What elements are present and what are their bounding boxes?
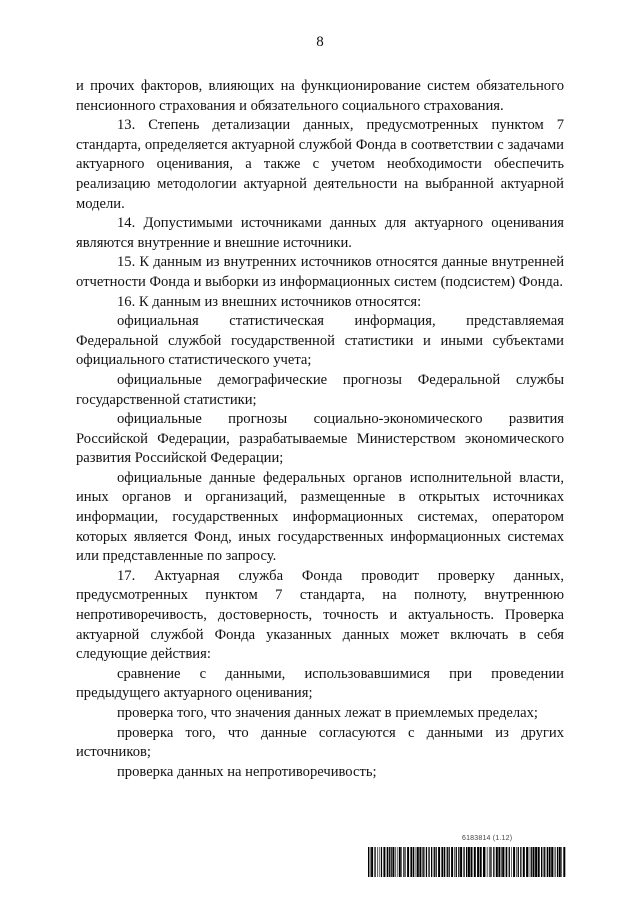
paragraph-continuation: и прочих факторов, влияющих на функционирование систем обязательного пенсионного страхования и обязательного социального страхования. [76,78,564,114]
paragraph-item-15: 15. К данным из внутренних источников относятся данные внутренней отчетности Фонда и выборки из информационных систем (подсистем) Фонда. [76,254,564,290]
paragraph-item-17: 17. Актуарная служба Фонда проводит проверку данных, предусмотренных пунктом 7 стандарта, на полноту, внутреннюю непротиворечивость, достоверность, точность и актуальность. Проверка актуарной службой Фонда указанных данных может включать в себя следующие действия: [76,567,564,663]
list-item-demographic-forecasts: официальные демографические прогнозы Федеральной службы государственной статистики; [76,371,564,408]
document-body [76,77,564,782]
document-stamp: 6183814 (1.12) [462,835,513,842]
list-item-economic-forecasts: официальные прогнозы социально-экономического развития Российской Федерации, разрабатываемые Министерством экономического развития Российской Федерации; [76,411,564,467]
barcode-image [368,847,567,877]
list-item-official-data: официальные данные федеральных органов исполнительной власти, иных органов и организаций, размещенные в открытых источниках информации, государственных информационных системах, оператором которых является Фонд, иных государственных информационных системах или представленные по запросу. [76,469,564,565]
paragraph-item-16: 16. К данным из внешних источников относятся: [117,293,422,310]
page-number: 8 [316,34,324,50]
list-item-statistics: официальная статистическая информация, представляемая Федеральной службой государственной статистики и иными субъектами официального статистического учета; [76,313,564,369]
list-item-consistency-sources: проверка того, что данные согласуются с данными из других источников; [76,724,564,761]
list-item-range-check: проверка того, что значения данных лежат в приемлемых пределах; [117,705,538,721]
paragraph-item-13: 13. Степень детализации данных, предусмотренных пунктом 7 стандарта, определяется актуарной службой Фонда в соответствии с задачами актуарного оценивания, а также с учетом необходимости обеспечить реализацию методологии актуарной деятельности на выбранной актуарной модели. [76,117,564,212]
list-item-comparison: сравнение с данными, использовавшимися при проведении предыдущего актуарного оценивания; [76,665,564,702]
list-item-consistency-check: проверка данных на непротиворечивость; [117,763,377,780]
paragraph-item-14: 14. Допустимыми источниками данных для актуарного оценивания являются внутренние и внешние источники. [76,215,564,251]
